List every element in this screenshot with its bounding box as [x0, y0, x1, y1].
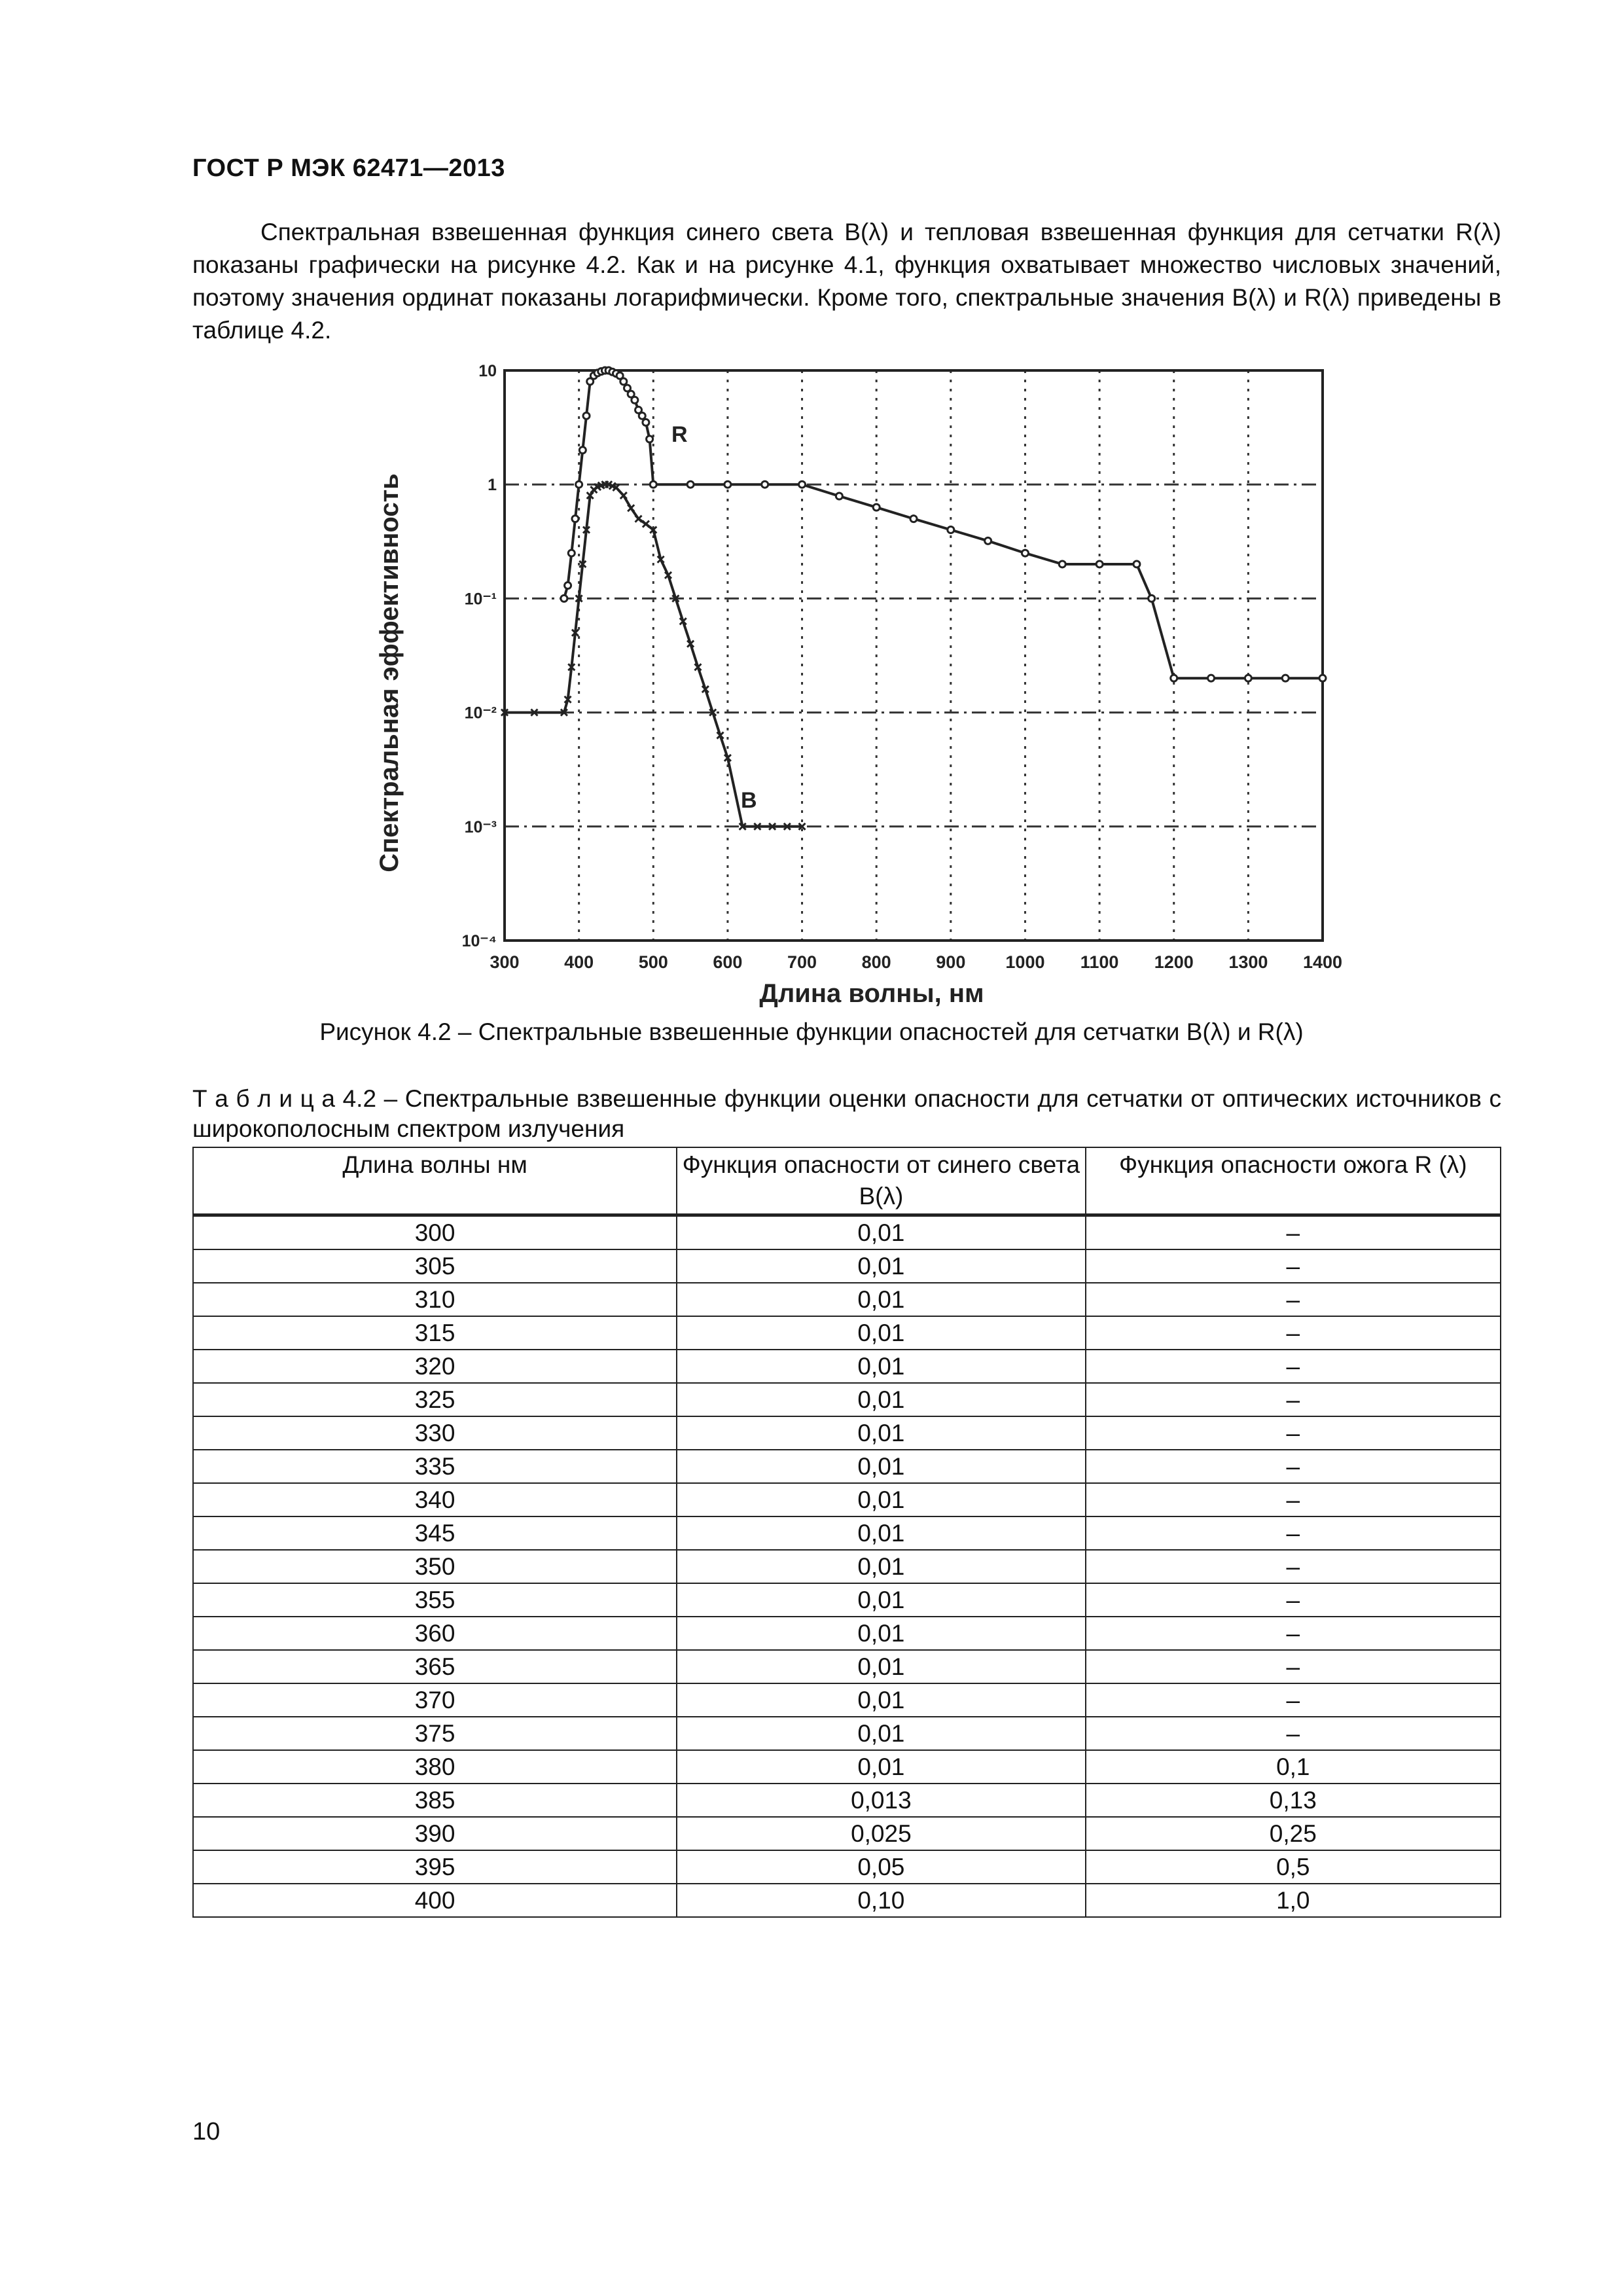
data-point-r — [1282, 675, 1289, 681]
cell-wavelength: 345 — [193, 1516, 677, 1550]
data-point-b — [643, 521, 649, 528]
cell-blue-hazard: 0,01 — [677, 1350, 1085, 1383]
cell-wavelength: 325 — [193, 1383, 677, 1416]
data-point-r — [565, 583, 571, 589]
data-point-r — [1133, 561, 1140, 567]
series-label-r: R — [671, 422, 688, 447]
x-tick-label: 700 — [787, 952, 817, 972]
x-tick-label: 300 — [490, 952, 520, 972]
cell-wavelength: 375 — [193, 1717, 677, 1750]
cell-burn-hazard: – — [1086, 1283, 1501, 1316]
table-row — [193, 1249, 1501, 1283]
cell-blue-hazard: 0,01 — [677, 1249, 1085, 1283]
data-point-r — [647, 436, 653, 442]
data-point-r — [620, 378, 627, 385]
table-row — [193, 1516, 1501, 1550]
cell-burn-hazard: – — [1086, 1516, 1501, 1550]
cell-burn-hazard: – — [1086, 1316, 1501, 1350]
data-point-r — [687, 481, 694, 488]
cell-blue-hazard: 0,01 — [677, 1416, 1085, 1450]
data-point-r — [836, 493, 842, 499]
table-row — [193, 1884, 1501, 1917]
data-point-r — [1149, 595, 1155, 601]
x-tick-label: 900 — [936, 952, 966, 972]
x-tick-label: 500 — [638, 952, 668, 972]
cell-burn-hazard: – — [1086, 1583, 1501, 1617]
cell-wavelength: 400 — [193, 1884, 677, 1917]
data-point-r — [632, 397, 638, 403]
cell-wavelength: 385 — [193, 1784, 677, 1817]
table-caption: Т а б л и ц а 4.2 – Спектральные взвешенные функции оценки опасности для сетчатки от оптических источников с широкополосным спектром излучения — [192, 1085, 1501, 1142]
data-point-r — [1319, 675, 1326, 681]
table-row — [193, 1583, 1501, 1617]
chart-tick-labels — [462, 362, 1342, 972]
table-row — [193, 1750, 1501, 1784]
cell-blue-hazard: 0,10 — [677, 1884, 1085, 1917]
table-row — [193, 1617, 1501, 1650]
table-row — [193, 1784, 1501, 1817]
table-row — [193, 1383, 1501, 1416]
cell-burn-hazard: – — [1086, 1483, 1501, 1516]
chart-grid — [505, 370, 1323, 941]
data-point-r — [1245, 675, 1251, 681]
data-point-r — [1171, 675, 1177, 681]
data-point-r — [948, 527, 954, 533]
cell-blue-hazard: 0,01 — [677, 1683, 1085, 1717]
x-tick-label: 1200 — [1154, 952, 1194, 972]
data-point-r — [724, 481, 731, 488]
data-point-r — [583, 412, 590, 419]
data-point-r — [643, 419, 649, 425]
cell-burn-hazard: – — [1086, 1650, 1501, 1683]
cell-wavelength: 360 — [193, 1617, 677, 1650]
cell-burn-hazard: – — [1086, 1383, 1501, 1416]
figure-caption: Рисунок 4.2 – Спектральные взвешенные функции опасностей для сетчатки B(λ) и R(λ) — [319, 1018, 1304, 1045]
x-tick-label: 1100 — [1080, 952, 1119, 972]
cell-blue-hazard: 0,01 — [677, 1550, 1085, 1583]
cell-burn-hazard: – — [1086, 1550, 1501, 1583]
hazard-table — [192, 1147, 1501, 1918]
cell-wavelength: 395 — [193, 1850, 677, 1884]
y-tick-label: 10⁻⁴ — [461, 932, 497, 950]
x-tick-label: 600 — [713, 952, 743, 972]
cell-wavelength: 350 — [193, 1550, 677, 1583]
data-point-r — [1059, 561, 1065, 567]
y-tick-label: 1 — [488, 476, 497, 495]
cell-burn-hazard: 0,25 — [1086, 1817, 1501, 1850]
cell-wavelength: 370 — [193, 1683, 677, 1717]
cell-blue-hazard: 0,01 — [677, 1215, 1085, 1250]
chart-axes — [505, 370, 1323, 941]
cell-burn-hazard: 0,13 — [1086, 1784, 1501, 1817]
cell-burn-hazard: 0,5 — [1086, 1850, 1501, 1884]
cell-burn-hazard: – — [1086, 1717, 1501, 1750]
cell-wavelength: 310 — [193, 1283, 677, 1316]
cell-burn-hazard: 1,0 — [1086, 1884, 1501, 1917]
cell-burn-hazard: – — [1086, 1416, 1501, 1450]
y-tick-label: 10 — [478, 362, 497, 380]
data-point-r — [985, 537, 991, 544]
cell-burn-hazard: – — [1086, 1350, 1501, 1383]
cell-blue-hazard: 0,013 — [677, 1784, 1085, 1817]
cell-wavelength: 380 — [193, 1750, 677, 1784]
table-row — [193, 1215, 1501, 1250]
cell-burn-hazard: – — [1086, 1450, 1501, 1483]
cell-blue-hazard: 0,025 — [677, 1817, 1085, 1850]
cell-wavelength: 355 — [193, 1583, 677, 1617]
cell-burn-hazard: – — [1086, 1249, 1501, 1283]
cell-blue-hazard: 0,01 — [677, 1316, 1085, 1350]
cell-burn-hazard: – — [1086, 1683, 1501, 1717]
data-point-r — [639, 412, 645, 419]
plot-frame — [505, 370, 1323, 941]
x-tick-label: 1300 — [1228, 952, 1268, 972]
cell-wavelength: 340 — [193, 1483, 677, 1516]
cell-blue-hazard: 0,01 — [677, 1650, 1085, 1683]
data-point-r — [1096, 561, 1103, 567]
cell-blue-hazard: 0,01 — [677, 1717, 1085, 1750]
data-point-r — [568, 550, 575, 556]
y-tick-label: 10⁻³ — [464, 817, 497, 836]
data-point-r — [873, 504, 880, 511]
data-point-r — [561, 595, 567, 601]
cell-blue-hazard: 0,05 — [677, 1850, 1085, 1884]
data-point-r — [572, 516, 579, 522]
table-row — [193, 1650, 1501, 1683]
x-tick-label: 800 — [861, 952, 891, 972]
cell-wavelength: 315 — [193, 1316, 677, 1350]
table-body — [193, 1215, 1501, 1918]
data-point-r — [579, 447, 586, 454]
table-row — [193, 1817, 1501, 1850]
table-row — [193, 1416, 1501, 1450]
series-label-b: B — [741, 788, 757, 813]
col-header-blue-hazard: Функция опасности от синего света B(λ) — [677, 1147, 1085, 1215]
table-row — [193, 1450, 1501, 1483]
table-header-row — [193, 1147, 1501, 1215]
page-number: 10 — [192, 2118, 221, 2145]
y-tick-label: 10⁻² — [464, 704, 497, 723]
figure-chart — [366, 352, 1348, 1013]
cell-blue-hazard: 0,01 — [677, 1617, 1085, 1650]
x-tick-label: 1000 — [1005, 952, 1045, 972]
data-point-r — [1208, 675, 1215, 681]
chart-svg — [366, 352, 1348, 1013]
data-point-r — [762, 481, 768, 488]
cell-wavelength: 365 — [193, 1650, 677, 1683]
cell-wavelength: 335 — [193, 1450, 677, 1483]
intro-paragraph — [192, 216, 1501, 347]
intro-text: Спектральная взвешенная функция синего света B(λ) и тепловая взвешенная функция для сетчатки R(λ) показаны графически на рисунке 4.2. Как и на рисунке 4.1, функция охватывает множество числовых значений, поэтому значения ординат показаны логарифмически. Кроме того, спектральные значения B(λ) и R(λ) приведены в таблице 4.2. — [192, 219, 1501, 344]
document-header: ГОСТ Р МЭК 62471—2013 — [192, 154, 505, 182]
y-tick-label: 10⁻¹ — [464, 590, 497, 609]
data-point-b — [635, 516, 642, 522]
cell-blue-hazard: 0,01 — [677, 1283, 1085, 1316]
data-point-r — [799, 481, 806, 488]
table-row — [193, 1283, 1501, 1316]
col-header-wavelength: Длина волны нм — [193, 1147, 677, 1215]
data-point-r — [1022, 550, 1028, 556]
data-point-r — [910, 516, 917, 522]
col-header-burn-hazard: Функция опасности ожога R (λ) — [1086, 1147, 1501, 1215]
data-point-r — [650, 481, 656, 488]
series-line-r — [564, 370, 1323, 678]
table-row — [193, 1316, 1501, 1350]
cell-burn-hazard: 0,1 — [1086, 1750, 1501, 1784]
table-row — [193, 1550, 1501, 1583]
cell-blue-hazard: 0,01 — [677, 1750, 1085, 1784]
x-tick-label: 400 — [564, 952, 594, 972]
cell-wavelength: 320 — [193, 1350, 677, 1383]
x-axis-label: Длина волны, нм — [759, 979, 984, 1008]
table-row — [193, 1850, 1501, 1884]
cell-wavelength: 330 — [193, 1416, 677, 1450]
cell-burn-hazard: – — [1086, 1617, 1501, 1650]
cell-blue-hazard: 0,01 — [677, 1383, 1085, 1416]
table-row — [193, 1683, 1501, 1717]
cell-wavelength: 305 — [193, 1249, 677, 1283]
data-point-r — [576, 481, 582, 488]
table-row — [193, 1717, 1501, 1750]
y-axis-label: Спектральная эффективность — [375, 473, 404, 872]
cell-blue-hazard: 0,01 — [677, 1583, 1085, 1617]
table-row — [193, 1483, 1501, 1516]
cell-wavelength: 390 — [193, 1817, 677, 1850]
cell-blue-hazard: 0,01 — [677, 1516, 1085, 1550]
x-tick-label: 1400 — [1302, 952, 1343, 972]
cell-wavelength: 300 — [193, 1215, 677, 1250]
cell-blue-hazard: 0,01 — [677, 1450, 1085, 1483]
cell-burn-hazard: – — [1086, 1215, 1501, 1250]
cell-blue-hazard: 0,01 — [677, 1483, 1085, 1516]
table-row — [193, 1350, 1501, 1383]
